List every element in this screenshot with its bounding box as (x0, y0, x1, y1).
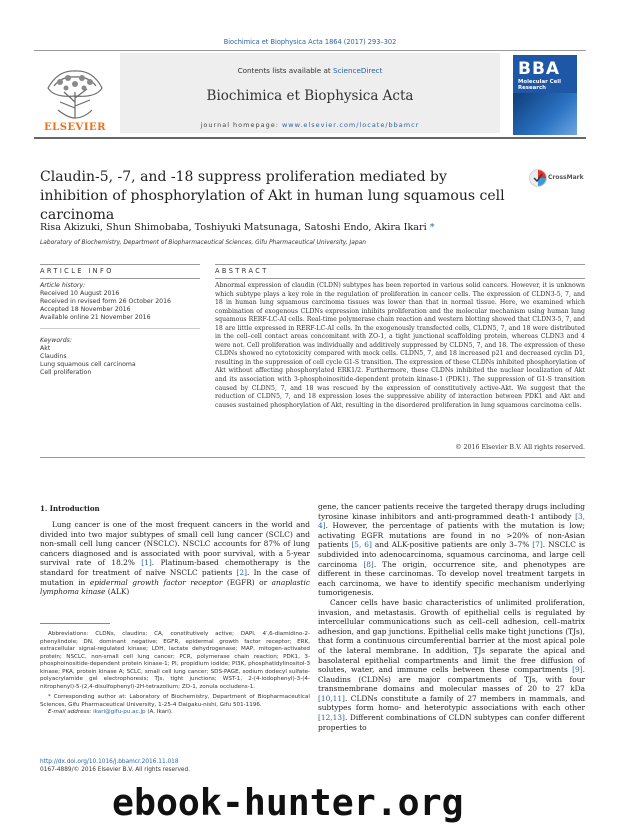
crossmark-label: CrossMark (548, 174, 584, 181)
journal-citation[interactable]: Biochimica et Biophysica Acta 1864 (2017) 293–302 (223, 38, 397, 46)
intro-text: (ALK) (105, 587, 130, 597)
reference-link[interactable]: [1] (141, 558, 152, 568)
history-accepted: Accepted 18 November 2016 (40, 306, 131, 313)
gene-name-alk: anaplastic lymphoma kinase (40, 577, 310, 597)
email-footnote (40, 709, 310, 717)
reference-link[interactable]: [3, 4] (318, 511, 585, 531)
contents-line (120, 66, 500, 75)
intro-text: . NSCLC is subdivided into adenocarcinoma, squamous carcinoma, and large cell carcinoma (318, 540, 586, 569)
intro-paragraph-right-2 (318, 598, 585, 732)
intro-text: . CLDNs constitute a family of 27 members in mammals, and subtypes form homo- and heterotypic associations with each other (318, 693, 585, 713)
journal-cover-thumbnail (513, 55, 577, 135)
affiliation: Laboratory of Biochemistry, Department of Biopharmaceutical Sciences, Gifu Pharmaceutical University, Japan (40, 240, 366, 246)
keyword-item: Akt (40, 345, 51, 352)
history-online: Available online 21 November 2016 (40, 314, 151, 321)
journal-name: Biochimica et Biophysica Acta (206, 88, 414, 104)
abstract-bottom-rule (40, 457, 585, 458)
abstract-copyright: © 2016 Elsevier B.V. All rights reserved. (455, 444, 585, 451)
keyword-item: Lung squamous cell carcinoma (40, 361, 136, 368)
footnotes (40, 631, 310, 717)
intro-text: . Different combinations of CLDN subtypes can confer different properties to (318, 713, 585, 732)
homepage-link[interactable]: www.elsevier.com/locate/bbamcr (281, 121, 420, 129)
email-label: E-mail address: (48, 709, 94, 715)
abstract-text: Abnormal expression of claudin (CLDN) subtypes has been reported in various solid cancers. However, it is unknown which subtype plays a key role in the regulation of proliferation in cancer cells. The expression of CLDN3-5, 7, and 18 in human lung squamous carcinoma tissues was lower than that in normal tissue. Here, we examined which combination of exogenous CLDNs expression inhibits proliferation and the molecular mechanism using human lung squamous RERF-LC-AI cells. Real-time polymerase chain reaction and western blotting showed that CLDN3-5, 7, and 18 are little expressed in RERF-LC-AI cells. In the exogenously transfected cells, CLDN5, 7, and 18 were distributed in the cell–cell contact areas concomitant with ZO-1, a tight junctional scaffolding protein, whereas CLDN3 and 4 were not. Cell proliferation was individually and additively suppressed by CLDN5, 7, and 18. The expression of these CLDNs showed no cytotoxicity compared with mock cells. CLDN5, 7, and 18 increased p21 and decreased cyclin D1, resulting in the suppression of cell cycle G1-S transition. The expression of these CLDNs inhibited phosphorylation of Akt without affecting phosphorylated ERK1/2. Furthermore, these CLDNs inhibited the nuclear localization of Akt and its association with 3-phosphoinositide-dependent protein kinase-1 (PDK1). The suppression of G1-S transition caused by CLDN5, 7, and 18 was rescued by the expression of constitutively active-Akt. We suggest that the reduction of CLDN5, 7, and 18 expression loses the suppressive ability of interaction between PDK1 and Akt and causes sustained phosphorylation of Akt, resulting in the disordered proliferation in lung squamous carcinoma cells. (215, 282, 585, 409)
article-info-rule (40, 264, 200, 265)
intro-text: and ALK-positive patients are only 3–7% (371, 540, 533, 550)
corresponding-author-marker[interactable]: * (426, 222, 435, 233)
author-list (40, 222, 580, 233)
intro-text: (EGFR) or (222, 577, 272, 587)
history-received: Received 10 August 2016 (40, 290, 120, 297)
intro-text: . The origin, occurrence site, and phenotypes are different in these carcinomas. To develop novel treatment targets in each carcinoma, we have to identify specific mechanism underlying tumorigenesis. (318, 559, 585, 598)
email-suffix: (A. Ikari). (145, 709, 173, 715)
author-email-link[interactable]: ikari@gifu-pu.ac.jp (93, 709, 146, 715)
crossmark-badge[interactable] (529, 168, 599, 190)
abstract-rule (215, 264, 585, 265)
crossmark-icon (529, 169, 547, 187)
intro-paragraph-right-1 (318, 502, 585, 598)
cover-image (513, 93, 577, 135)
keywords-rule (40, 328, 200, 329)
footnote-rule (40, 623, 110, 624)
intro-text: Cancer cells have basic characteristics of unlimited proliferation, invasion, and metastasis. Growth of epithelial cells is regulated by intercellular communications such as cell–cell adhesion, cell–matrix adhesion, and gap junctions. Epithelial cells make tight junctions (TJs), that form a continuous circumferential barrier at the most apical pole of the lateral membrane. In addition, TJs separate the apical and basolateral epithelial compartments and limit the free diffusion of solutes, water, and immune cells between these compartments (318, 597, 585, 675)
intro-text: . However, the percentage of patients with the mutation is low; activating EGFR mutations are found in no >20% of non-Asian patients (318, 521, 585, 550)
intro-text: gene, the cancer patients receive the targeted therapy drugs including tyrosine kinase inhibitors and anti-programmed death-1 antibody (318, 502, 585, 521)
paper-title: Claudin-5, -7, and -18 suppress proliferation mediated by inhibition of phosphorylation of Akt in human lung squamous cell carcinoma (40, 169, 505, 223)
reference-link[interactable]: [10,11] (318, 693, 345, 703)
abstract-heading: ABSTRACT (215, 267, 269, 275)
journal-homepage-line (120, 121, 500, 129)
homepage-prefix: journal homepage: (200, 121, 282, 129)
cover-title: BBA (518, 59, 561, 79)
publisher-logo-text: ELSEVIER (44, 122, 106, 133)
keyword-item: Claudins (40, 353, 67, 360)
intro-text: . Platinum-based chemotherapy is the standard for treatment of naïve NSCLC patients (40, 558, 310, 577)
watermark-text: ebook-hunter.org (112, 781, 464, 824)
intro-text: . Claudins (CLDNs) are major compartments of TJs, with four transmembrane domains and molecular masses of 20 to 27 kDa (318, 665, 585, 694)
keywords (40, 337, 200, 377)
article-history (40, 282, 200, 322)
intro-paragraph-left (40, 520, 310, 597)
history-revised: Received in revised form 26 October 2016 (40, 298, 171, 305)
article-info-heading: ARTICLE INFO (40, 267, 114, 275)
reference-link[interactable]: [2] (236, 567, 247, 577)
cover-subtitle: Molecular Cell Research (518, 79, 561, 91)
intro-text: Lung cancer is one of the most frequent cancers in the world and divided into two major subtypes of small cell lung cancer (SCLC) and non-small cell lung cancer (NSCLC). NSCLC accounts for 87% of lung cancers diagnosed and is associated with poor survival, with a 5-year survival rate of 18.2% (40, 520, 310, 568)
abbreviations-footnote: Abbreviations: CLDNs, claudins; CA, constitutively active; DAPI, 4′,6-diamidino-2-phenylindole; DN, dominant negative; EGFR, epidermal growth factor receptor; ERK, extracellular signal-regulated kinase; LDH, lactate dehydrogenase; MAP, mitogen-activated protein; NSCLC, non-small cell lung cancer; PCR, polymerase chain reaction; PDK1, 3-phosphoinositide-dependent protein kinase-1; PI, propidium iodide; PI3K, phosphatidylinositol-3 kinase; PKA, protein kinase A; SCLC, small cell lung cancer; SDS-PAGE, sodium dodecyl sulfate-polyacrylamide gel electrophoresis; TJs, tight junctions; WST-1, 2-(4-iodophenyl)-3-(4-nitrophenyl)-5-(2,4-disulfophenyl)-2H-tetrazolium; ZO-1, zonula occludens-1. (40, 631, 310, 690)
keywords-label: Keywords: (40, 337, 72, 344)
article-history-label: Article history: (40, 282, 86, 289)
article-info-rule-2 (40, 278, 200, 279)
keyword-item: Cell proliferation (40, 369, 92, 376)
doi-link[interactable]: http://dx.doi.org/10.1016/j.bbamcr.2016.11.018 (40, 759, 179, 765)
reference-link[interactable]: [5, 6] (351, 540, 372, 550)
section-heading-introduction: 1. Introduction (40, 504, 100, 513)
reference-link[interactable]: [12,13] (318, 713, 345, 723)
issn-line: 0167-4889/© 2016 Elsevier B.V. All rights reserved. (40, 767, 191, 773)
intro-text: . In the case of mutation in (40, 567, 310, 587)
reference-link[interactable]: [8] (363, 559, 374, 569)
author-names: Risa Akizuki, Shun Shimobaba, Toshiyuki Matsunaga, Satoshi Endo, Akira Ikari (40, 222, 427, 233)
reference-link[interactable]: [7] (532, 540, 543, 550)
sciencedirect-link[interactable]: ScienceDirect (333, 66, 383, 75)
gene-name-egfr: epidermal growth factor receptor (89, 577, 223, 587)
intro-paragraph-right (318, 502, 585, 732)
elsevier-tree-logo (38, 62, 112, 130)
reference-link[interactable]: [9] (572, 665, 583, 675)
corresponding-author-footnote: * Corresponding author at: Laboratory of Biochemistry, Department of Biopharmaceutical Sciences, Gifu Pharmaceutical University, 1-25-4 Daigaku-nishi, Gifu 501-1196. (40, 694, 310, 708)
abstract-rule-2 (215, 278, 585, 279)
contents-prefix: Contents lists available at (237, 66, 334, 75)
